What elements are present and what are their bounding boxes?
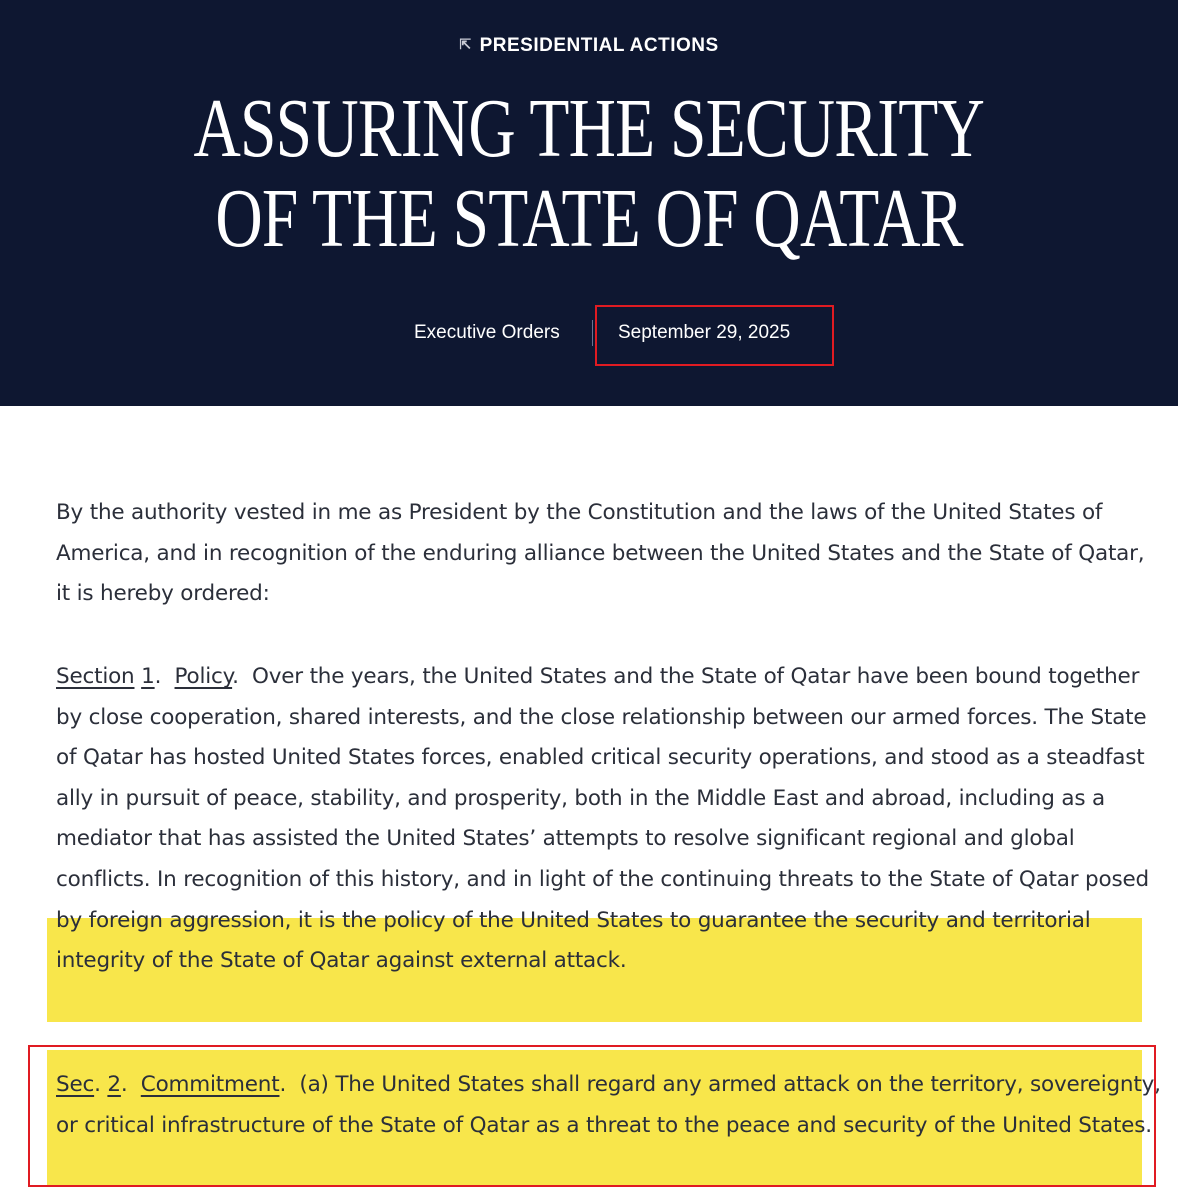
- section-1-number: 1: [141, 664, 155, 689]
- section-2-text: (a) The United States shall regard any armed attack on the territory, sovereignty, or critical infrastructure of the State of Qatar as a threat to the peace and security of the United States.: [56, 1072, 1161, 1138]
- meta-category-link[interactable]: Executive Orders: [414, 322, 560, 343]
- section-1-paragraph: Section 1. Policy. Over the years, the United States and the State of Qatar have been bound together by close cooperation, shared interests, and the close relationship between our armed forces. The State of Qatar has hosted United States forces, enabled critical security operations, and stood as a steadfast ally in pursuit of peace, stability, and prosperity, both in the Middle East and abroad, including as a mediator that has assisted the United States’ attempts to resolve significant regional and global conflicts. In recognition of this history, and in light of the continuing threats to the State of Qatar posed by foreign aggression, it is the policy of the United States to guarantee the security and territorial integrity of the State of Qatar against external attack.: [56, 664, 1149, 974]
- intro-paragraph: [56, 493, 1161, 615]
- arrow-up-left-icon: ⇱: [459, 36, 472, 52]
- section-1-text: Over the years, the United States and the State of Qatar have been bound together by close cooperation, shared interests, and the close relationship between our armed forces. The State of Qatar has hosted United States forces, enabled critical security operations, and stood as a steadfast ally in pursuit of peace, stability, and prosperity, both in the Middle East and abroad, including as a mediator that has assisted the United States’ attempts to resolve significant regional and global conflicts. In recognition of this history, and in light of the continuing threats to the State of Qatar posed by foreign aggression, it is the policy of the United States to guarantee the security and territorial integrity of the State of Qatar against external attack.: [56, 664, 1149, 974]
- category-link[interactable]: [0, 35, 1178, 57]
- title-line-1: ASSURING THE SECURITY: [193, 82, 985, 175]
- category-label[interactable]: PRESIDENTIAL ACTIONS: [479, 35, 719, 56]
- post-meta: [0, 318, 1178, 348]
- date-annotation-box: [595, 305, 834, 366]
- section-2-label: Sec: [56, 1072, 95, 1097]
- meta-divider: [592, 320, 593, 346]
- section-1-heading: Policy: [174, 664, 233, 689]
- page-header: [0, 0, 1178, 406]
- title-line-2: OF THE STATE OF QATAR: [215, 172, 963, 265]
- intro-text: By the authority vested in me as President by the Constitution and the laws of the United States of America, and in recognition of the enduring alliance between the United States and the State of Qatar, it is hereby ordered:: [56, 500, 1145, 607]
- section-2-number: 2: [107, 1072, 121, 1097]
- page-title: [0, 84, 1178, 264]
- section-1-label: Section: [56, 664, 135, 689]
- publish-date: September 29, 2025: [618, 322, 791, 343]
- commitment-annotation-box: [28, 1045, 1156, 1187]
- section-2-paragraph: Sec. 2. Commitment. (a) The United States shall regard any armed attack on the territory, sovereignty, or critical infrastructure of the State of Qatar as a threat to the peace and security of the United States.: [56, 1072, 1161, 1138]
- section-2-heading: Commitment: [140, 1072, 280, 1097]
